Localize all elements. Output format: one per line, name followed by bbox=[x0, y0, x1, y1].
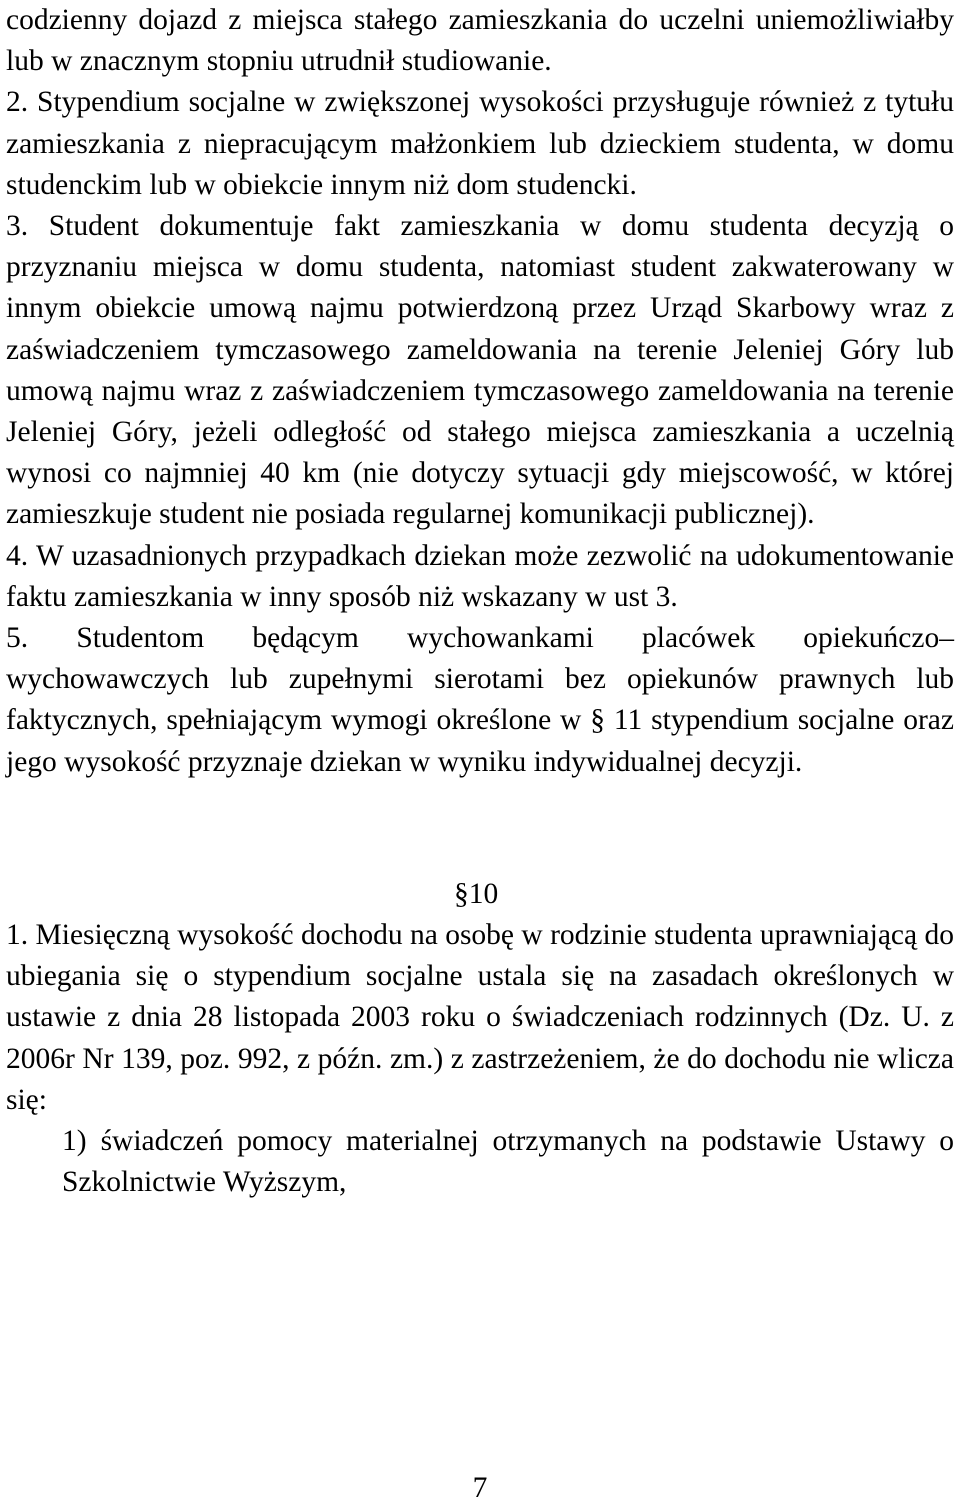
paragraph-2: 2. Stypendium socjalne w zwiększonej wysokości przysługuje również z tytułu zamieszkania z niepracującym małżonkiem lub dzieckiem studenta, w domu studenckim lub w obiekcie innym niż dom studencki. bbox=[6, 86, 954, 201]
list-item-text: świadczeń pomocy materialnej otrzymanych na podstawie Ustawy o Szkolnictwie Wyższym, bbox=[62, 1125, 954, 1199]
section-paragraph-1: 1. Miesięczną wysokość dochodu na osobę w rodzinie studenta uprawniającą do ubiegania się o stypendium socjalne ustala się na zasadach określonych w ustawie z dnia 28 listopada 2003 roku o świadczeniach rodzinnych (Dz. U. z 2006r Nr 139, poz. 992, z późn. zm.) z zastrzeżeniem, że do dochodu nie wlicza się: bbox=[6, 919, 954, 1116]
list-item-marker: 1) bbox=[62, 1125, 87, 1158]
section-heading: §10 bbox=[454, 877, 499, 910]
paragraph-5: 5. Studentom będącym wychowankami placówek opiekuńczo– wychowawczych lub zupełnymi sierotami bez opiekunów prawnych lub faktycznych, spełniającym wymogi określone w § 11 stypendium socjalne oraz jego wysokość przyznaje dziekan w wyniku indywidualnej decyzji. bbox=[6, 622, 954, 778]
continuation-paragraph: codzienny dojazd z miejsca stałego zamieszkania do uczelni uniemożliwiałby lub w znacznym stopniu utrudnił studiowanie. bbox=[6, 4, 954, 78]
document-page bbox=[6, 0, 954, 1509]
page-number: 7 bbox=[472, 1472, 488, 1504]
list-item bbox=[6, 1121, 954, 1203]
paragraph-3: 3. Student dokumentuje fakt zamieszkania w domu studenta decyzją o przyznaniu miejsca w domu studenta, natomiast student zakwaterowany w innym obiekcie umową najmu potwierdzoną przez Urząd Skarbowy wraz z zaświadczeniem tymczasowego zameldowania na terenie Jeleniej Góry lub umową najmu wraz z zaświadczeniem tymczasowego zameldowania na terenie Jeleniej Góry, jeżeli odległość od stałego miejsca zamieszkania a uczelnią wynosi co najmniej 40 km (nie dotyczy sytuacji gdy miejscowość, w której zamieszkuje student nie posiada regularnej komunikacji publicznej). bbox=[6, 210, 954, 531]
paragraph-4: 4. W uzasadnionych przypadkach dziekan może zezwolić na udokumentowanie faktu zamieszkania w inny sposób niż wskazany w ust 3. bbox=[6, 539, 954, 613]
